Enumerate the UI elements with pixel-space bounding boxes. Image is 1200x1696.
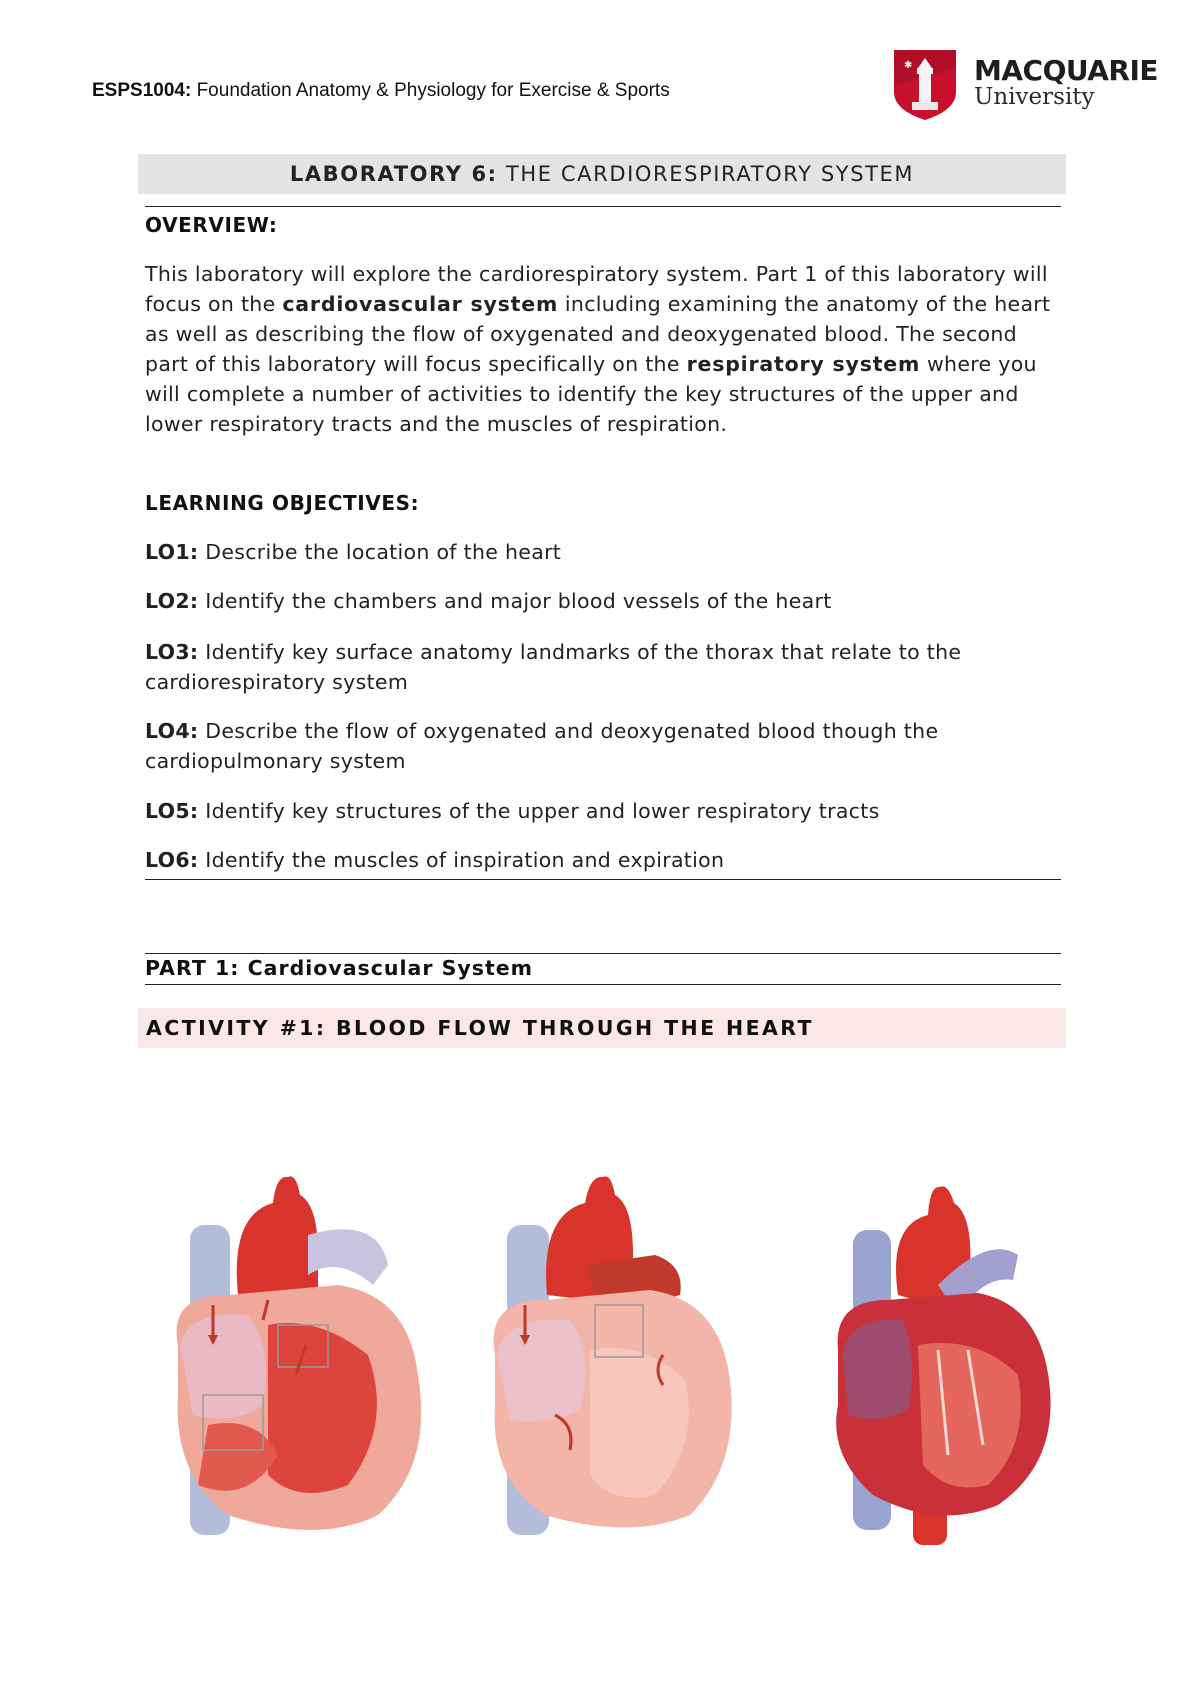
overview-text-3: where you will complete a number of activities to identify the key structures of the upper and lower respiratory tracts and the muscles of respiration.: [145, 352, 1037, 436]
course-code: ESPS1004:: [92, 80, 192, 101]
objective-text: Identify key structures of the upper and lower respiratory tracts: [198, 799, 880, 823]
svg-text:✱: ✱: [904, 60, 913, 71]
objective-code: LO6:: [145, 848, 199, 872]
objective-text: Identify the chambers and major blood vessels of the heart: [198, 589, 832, 613]
overview-bold-1: cardiovascular system: [282, 292, 559, 316]
objective-item: [145, 637, 1065, 697]
lab-title-text: THE CARDIORESPIRATORY SYSTEM: [497, 162, 915, 186]
divider: [145, 206, 1061, 207]
overview-text-2: including examining the anatomy of the heart as well as describing the flow of oxygenated and deoxygenated blood. The second part of this laboratory will focus specifically on the: [145, 292, 1051, 376]
objectives-heading: LEARNING OBJECTIVES:: [145, 491, 420, 515]
course-header: [92, 80, 670, 102]
overview-bold-2: respiratory system: [686, 352, 921, 376]
overview-text-1: This laboratory will explore the cardiorespiratory system. Part 1 of this laboratory will focus on the: [145, 262, 1048, 316]
objective-text: Identify the muscles of inspiration and expiration: [198, 848, 725, 872]
divider: [145, 984, 1061, 985]
objective-text: Describe the location of the heart: [198, 540, 562, 564]
overview-heading: OVERVIEW:: [145, 213, 278, 237]
logo-subtitle: University: [974, 84, 1095, 110]
part1-heading: PART 1: Cardiovascular System: [145, 956, 534, 980]
objective-item: [145, 716, 1065, 776]
objective-item: [145, 586, 1065, 616]
objective-code: LO4:: [145, 719, 199, 743]
heart-illustration-2: [485, 1175, 740, 1545]
objective-text: Identify key surface anatomy landmarks of the thorax that relate to the cardiorespiratory system: [145, 640, 962, 694]
divider: [145, 879, 1061, 880]
logo-name: MACQUARIE: [974, 54, 1159, 87]
course-title: Foundation Anatomy & Physiology for Exercise & Sports: [191, 80, 670, 101]
activity1-heading-text: ACTIVITY #1: BLOOD FLOW THROUGH THE HEART: [146, 1016, 814, 1040]
objective-text: Describe the flow of oxygenated and deoxygenated blood though the cardiopulmonary system: [145, 719, 939, 773]
university-logo: [890, 46, 1159, 124]
objective-item: [145, 796, 1065, 826]
divider: [145, 953, 1061, 954]
heart-illustration-3: [818, 1175, 1058, 1545]
shield-lighthouse-icon: [890, 46, 960, 122]
objective-code: LO5:: [145, 799, 199, 823]
objective-code: LO2:: [145, 589, 199, 613]
objective-code: LO3:: [145, 640, 199, 664]
objective-item: [145, 537, 1065, 567]
objective-item: [145, 845, 1065, 875]
objective-code: LO1:: [145, 540, 199, 564]
activity1-heading: [138, 1008, 1066, 1048]
heart-illustration-1: [168, 1175, 433, 1545]
overview-paragraph: [145, 259, 1065, 439]
lab-title: [138, 154, 1066, 194]
lab-label: LABORATORY 6:: [289, 162, 498, 186]
